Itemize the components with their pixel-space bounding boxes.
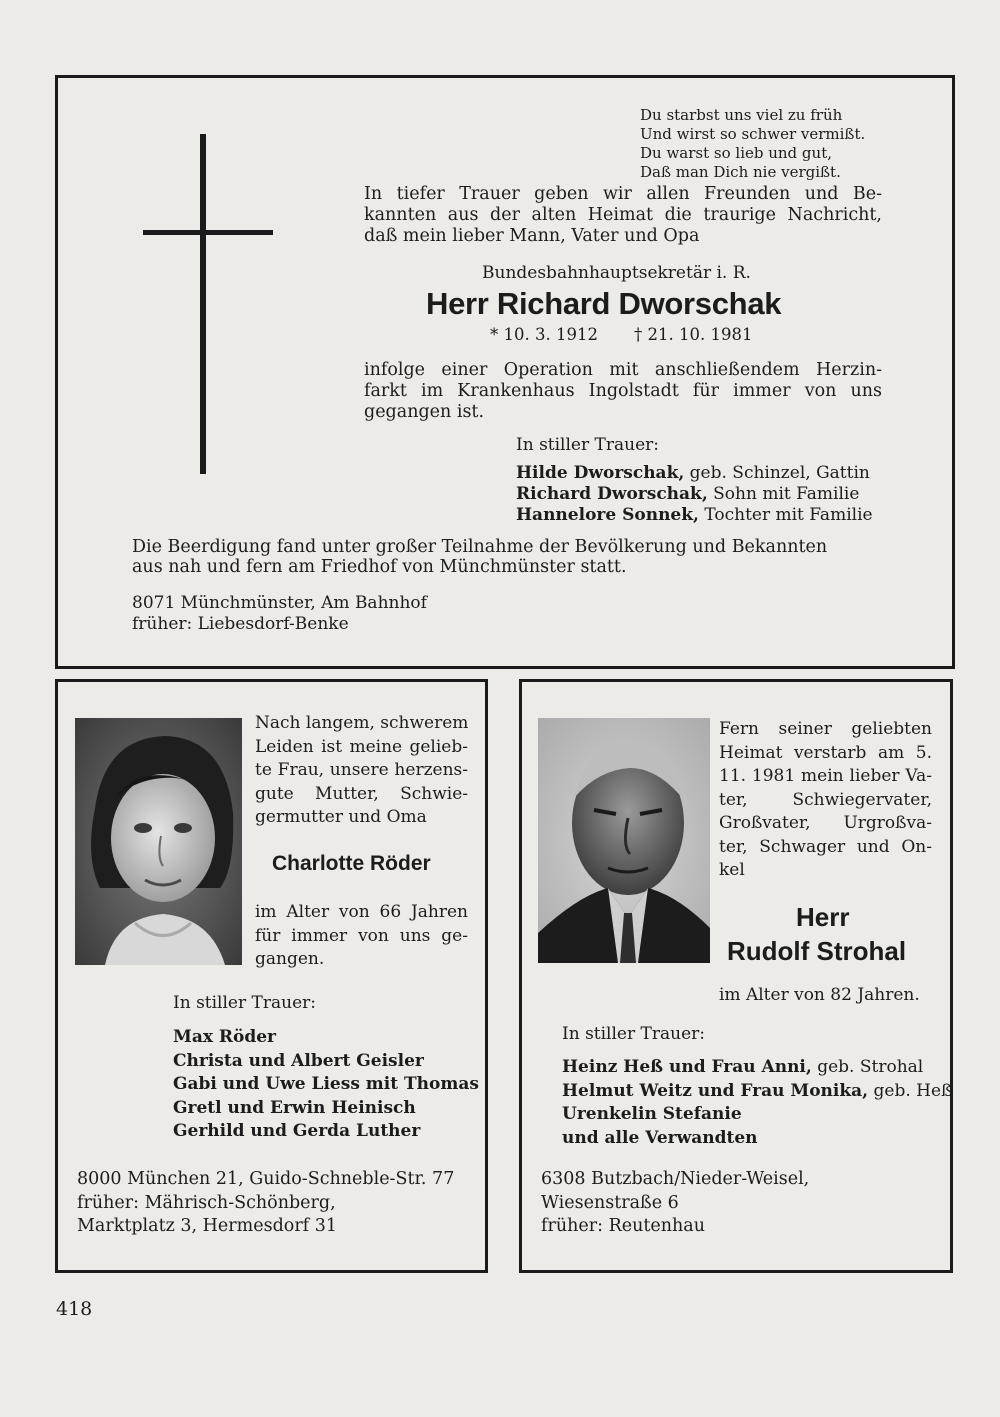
cause-paragraph (364, 360, 882, 423)
mourner-name: und alle Verwandten (562, 1127, 758, 1148)
mourner-name: Richard Dworschak, (516, 484, 708, 504)
intro-line: te Frau, unsere herzens- (255, 760, 468, 780)
poem-line: Daß man Dich nie vergißt. (640, 163, 841, 181)
deceased-name: Rudolf Strohal (727, 936, 907, 966)
intro-line: In tiefer Trauer geben wir allen Freunden und Be- (364, 184, 882, 204)
intro-line: Heimat verstarb am 5. (719, 742, 932, 763)
intro-line: kannten aus der alten Heimat die traurige Nachricht, (364, 205, 882, 225)
intro-line: Leiden ist meine gelieb- (255, 736, 468, 757)
poem-line: Und wirst so schwer vermißt. (640, 125, 866, 143)
address-line: 6308 Butzbach/Nieder-Weisel, (541, 1169, 810, 1189)
intro-line: kel (719, 860, 745, 880)
mourners-list (562, 1056, 952, 1150)
address (132, 593, 427, 635)
mourner (562, 1103, 952, 1127)
cross-icon (200, 134, 206, 474)
mourner (516, 505, 873, 526)
mourner-relation: Tochter mit Familie (698, 505, 873, 525)
mourning-label: In stiller Trauer: (562, 1024, 705, 1044)
intro-line: germutter und Oma (255, 807, 427, 827)
intro-line: Großvater, Urgroßva- (719, 813, 932, 833)
mourner (516, 463, 873, 484)
mourner: Gerhild und Gerda Luther (173, 1121, 421, 1141)
age-line: im Alter von 66 Jahren (255, 902, 468, 922)
mourner: Max Röder (173, 1027, 277, 1047)
mourner (562, 1056, 952, 1080)
address-line: Marktplatz 3, Hermesdorf 31 (77, 1216, 337, 1236)
mourner-name: Heinz Heß und Frau Anni, (562, 1057, 812, 1077)
obituary-rudolf-strohal (519, 679, 953, 1273)
mourner-name: Hannelore Sonnek, (516, 505, 699, 525)
mourners-list (173, 1026, 479, 1144)
poem-line: Du starbst uns viel zu früh (640, 106, 843, 124)
intro-paragraph (255, 712, 468, 830)
cross-icon-bar (143, 230, 273, 235)
address-line: 8071 Münchmünster, Am Bahnhof (132, 593, 427, 613)
mourning-label: In stiller Trauer: (173, 993, 316, 1013)
mourner-relation: geb. Heß (868, 1080, 953, 1101)
age-paragraph (255, 901, 468, 972)
age-line: für immer von uns ge- (255, 925, 468, 946)
address (541, 1168, 809, 1239)
birth-date: * 10. 3. 1912 (490, 325, 598, 344)
mourner (562, 1080, 952, 1104)
deceased-name-prefix: Herr (796, 902, 850, 932)
address-line: 8000 München 21, Guido-Schneble-Str. 77 (77, 1169, 455, 1189)
age-text: im Alter von 82 Jahren. (719, 985, 920, 1005)
cause-line: farkt im Krankenhaus Ingolstadt für immer von uns (364, 381, 882, 401)
deceased-name: Herr Richard Dworschak (426, 286, 782, 321)
address-line: Wiesenstraße 6 (541, 1192, 679, 1213)
funeral-line: Die Beerdigung fand unter großer Teilnahme der Bevölkerung und Bekannten (132, 537, 828, 557)
mourner: Christa und Albert Geisler (173, 1050, 424, 1071)
intro-line: daß mein lieber Mann, Vater und Opa (364, 226, 700, 246)
intro-paragraph (719, 718, 932, 883)
portrait-man-icon (538, 718, 710, 963)
mourner: Gabi und Uwe Liess mit Thomas (173, 1074, 479, 1094)
age-line: gangen. (255, 949, 325, 969)
intro-line: ter, Schwiegervater, (719, 789, 932, 810)
deceased-name: Charlotte Röder (272, 852, 431, 875)
mourner-name: Urenkelin Stefanie (562, 1104, 742, 1124)
mourner-name: Helmut Weitz und Frau Monika, (562, 1080, 869, 1101)
funeral-paragraph (132, 537, 827, 577)
mourner (516, 484, 873, 505)
poem-line: Du warst so lieb und gut, (640, 144, 832, 162)
intro-paragraph (364, 184, 882, 247)
address-line: früher: Reutenhau (541, 1216, 706, 1236)
page-number: 418 (56, 1298, 93, 1320)
cause-line: gegangen ist. (364, 402, 485, 422)
poem (640, 106, 865, 182)
mourning-label: In stiller Trauer: (516, 435, 659, 455)
address (77, 1168, 454, 1239)
portrait-woman-icon (75, 718, 242, 965)
deceased-title: Bundesbahnhauptsekretär i. R. (482, 263, 751, 283)
mourner: Gretl und Erwin Heinisch (173, 1097, 416, 1118)
mourner-relation: geb. Schinzel, Gattin (684, 463, 870, 483)
mourner (562, 1127, 952, 1151)
death-date: † 21. 10. 1981 (634, 325, 753, 344)
intro-line: Fern seiner geliebten (719, 719, 932, 739)
obituary-charlotte-roeder (55, 679, 488, 1273)
obituary-richard-dworschak (55, 75, 955, 669)
mourner-relation: Sohn mit Familie (707, 484, 860, 504)
intro-line: gute Mutter, Schwie- (255, 783, 468, 804)
intro-line: 11. 1981 mein lieber Va- (719, 766, 932, 786)
address-line: früher: Liebesdorf-Benke (132, 614, 349, 634)
mourner-name: Hilde Dworschak, (516, 463, 685, 483)
intro-line: ter, Schwager und On- (719, 836, 932, 857)
funeral-line: aus nah und fern am Friedhof von Münchmünster statt. (132, 557, 627, 577)
portrait-photo (75, 718, 242, 965)
cause-line: infolge einer Operation mit anschließendem Herzin- (364, 360, 882, 380)
portrait-photo (538, 718, 710, 963)
mourner-relation: geb. Strohal (811, 1057, 924, 1077)
mourners-list (516, 463, 873, 526)
intro-line: Nach langem, schwerem (255, 713, 469, 733)
address-line: früher: Mährisch-Schönberg, (77, 1192, 336, 1213)
